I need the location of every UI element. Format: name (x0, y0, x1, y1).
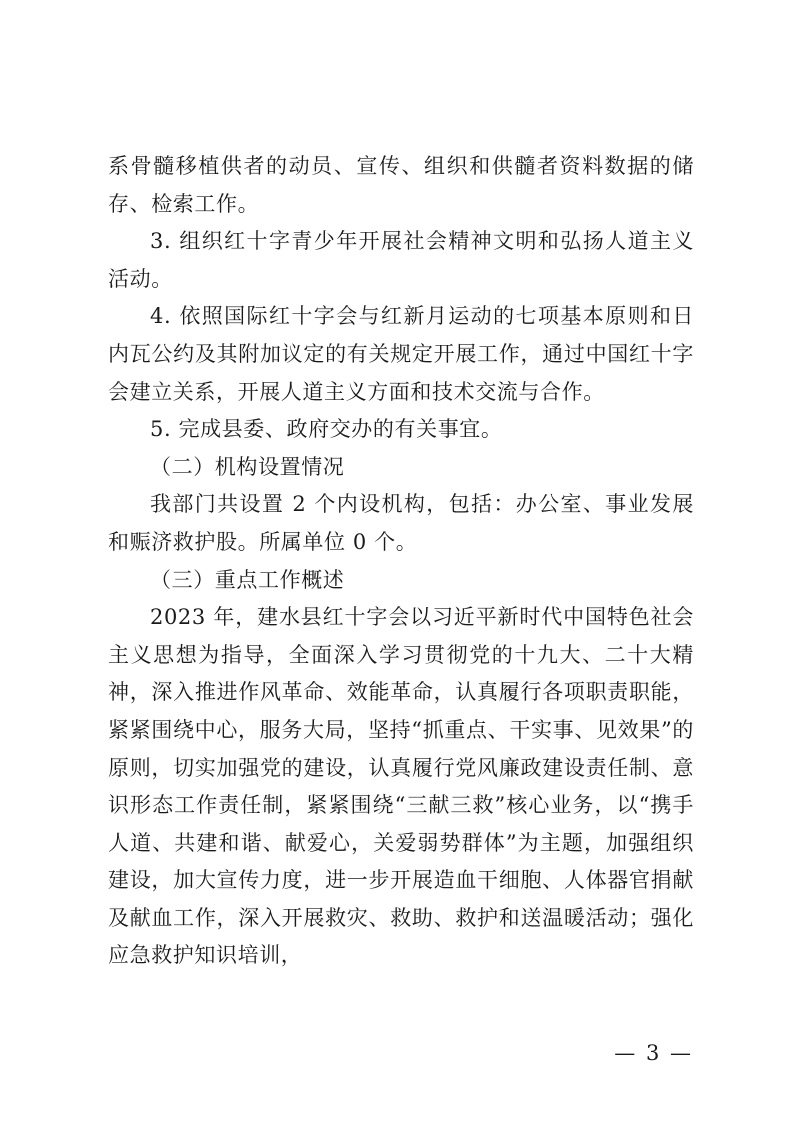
document-body (108, 148, 694, 975)
paragraph-item-5: 5. 完成县委、政府交办的有关事宜。 (150, 417, 503, 442)
paragraph-key-work: 2023 年，建水县红十字会以习近平新时代中国特色社会主义思想为指导，全面深入学习贯彻党的十九大、二十大精神，深入推进作风革命、效能革命，认真履行各项职责职能，紧紧围绕中心，服务大局，坚持“抓重点、干实事、见效果”的原则，切实加强党的建设，认真履行党风廉政建设责任制、意识形态工作责任制，紧紧围绕“三献三救”核心业务，以“携手人道、共建和谐、献爱心，关爱弱势群体”为主题，加强组织建设，加大宣传力度，进一步开展造血干细胞、人体器官捐献及献血工作，深入开展救灾、救助、救护和送温暖活动；强化应急救护知识培训， (108, 605, 694, 968)
section-heading-key-work: （三）重点工作概述 (150, 567, 345, 592)
page-number: — 3 — (614, 1041, 693, 1065)
section-heading-institutions: （二）机构设置情况 (150, 454, 345, 479)
paragraph-item-3: 3. 组织红十字青少年开展社会精神文明和弘扬人道主义活动。 (108, 229, 694, 291)
paragraph-item-4: 4. 依照国际红十字会与红新月运动的七项基本原则和日内瓦公约及其附加议定的有关规定开展工作，通过中国红十字会建立关系，开展人道主义方面和技术交流与合作。 (108, 304, 694, 404)
paragraph-continuation: 系骨髓移植供者的动员、宣传、组织和供髓者资料数据的储存、检索工作。 (108, 154, 694, 216)
paragraph-institutions: 我部门共设置 2 个内设机构，包括：办公室、事业发展和赈济救护股。所属单位 0 个。 (108, 492, 694, 554)
